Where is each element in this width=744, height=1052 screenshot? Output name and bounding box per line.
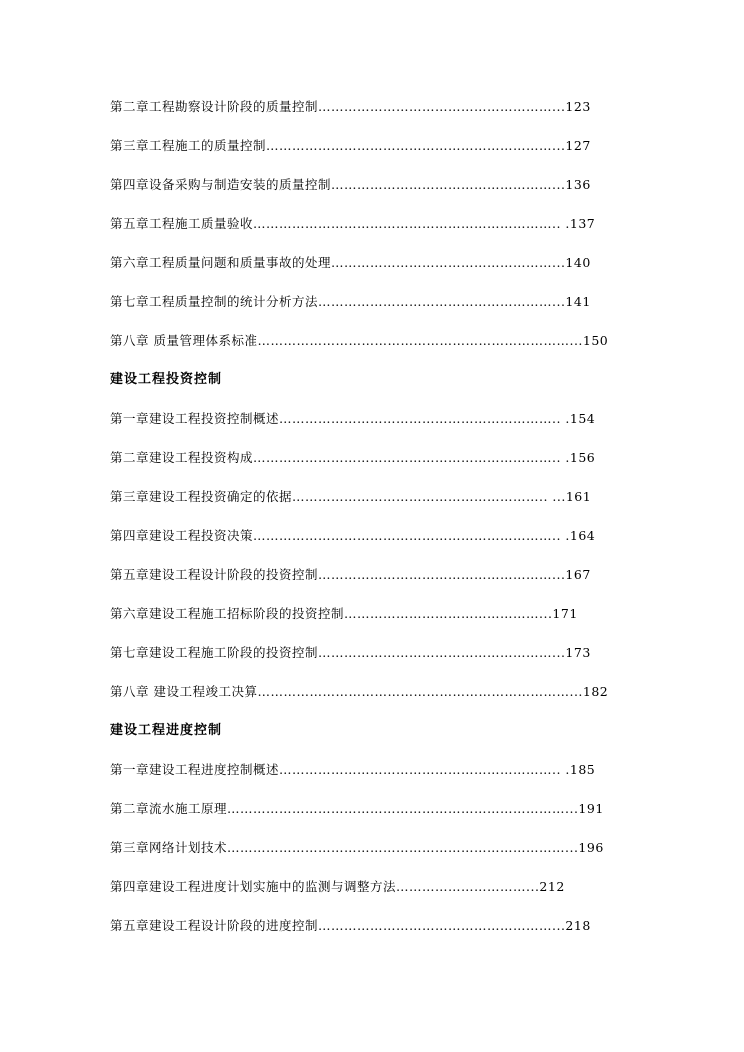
toc-entry[interactable]: 第五章工程施工质量验收…………………………………………………………….. .137 xyxy=(110,216,596,231)
toc-entry[interactable]: 第八章 建设工程竣工决算………………………………………………………………...182 xyxy=(110,684,609,699)
toc-entry[interactable]: 第四章设备采购与制造安装的质量控制……………………………………………...136 xyxy=(110,177,591,192)
toc-entry[interactable]: 第一章建设工程投资控制概述……………………………………………………….. .154 xyxy=(110,411,596,426)
toc-entry[interactable]: 第四章建设工程进度计划实施中的监测与调整方法…………………………...212 xyxy=(110,879,565,894)
toc-entry[interactable]: 第四章建设工程投资决策…………………………………………………………….. .164 xyxy=(110,528,596,543)
toc-entry[interactable]: 第六章工程质量问题和质量事故的处理……………………………………………...140 xyxy=(110,255,591,270)
toc-entry[interactable]: 第六章建设工程施工招标阶段的投资控制………………………………………...171 xyxy=(110,606,578,621)
toc-section-heading: 建设工程投资控制 xyxy=(110,372,223,387)
toc-entry[interactable]: 第三章工程施工的质量控制…………………………………………………………...127 xyxy=(110,138,591,153)
toc-entry[interactable]: 第五章建设工程设计阶段的投资控制………………………………………………...167 xyxy=(110,567,591,582)
toc-entry[interactable]: 第二章建设工程投资构成…………………………………………………………….. .156 xyxy=(110,450,596,465)
toc-entry[interactable]: 第七章工程质量控制的统计分析方法………………………………………………...141 xyxy=(110,294,591,309)
toc-entry[interactable]: 第三章网络计划技术……………………………………………………………………...196 xyxy=(110,840,604,855)
toc-entry[interactable]: 第二章流水施工原理……………………………………………………………………...191 xyxy=(110,801,604,816)
toc-entry[interactable]: 第三章建设工程投资确定的依据………………………………………………….. ...161 xyxy=(110,489,592,504)
toc-entry[interactable]: 第八章 质量管理体系标准………………………………………………………………...150 xyxy=(110,333,609,348)
toc-section-heading: 建设工程进度控制 xyxy=(110,723,223,738)
toc-entry[interactable]: 第二章工程勘察设计阶段的质量控制………………………………………………...123 xyxy=(110,99,591,114)
toc-entry[interactable]: 第一章建设工程进度控制概述……………………………………………………….. .185 xyxy=(110,762,596,777)
toc-entry[interactable]: 第五章建设工程设计阶段的进度控制………………………………………………...218 xyxy=(110,918,591,933)
toc-entry[interactable]: 第七章建设工程施工阶段的投资控制………………………………………………...173 xyxy=(110,645,591,660)
